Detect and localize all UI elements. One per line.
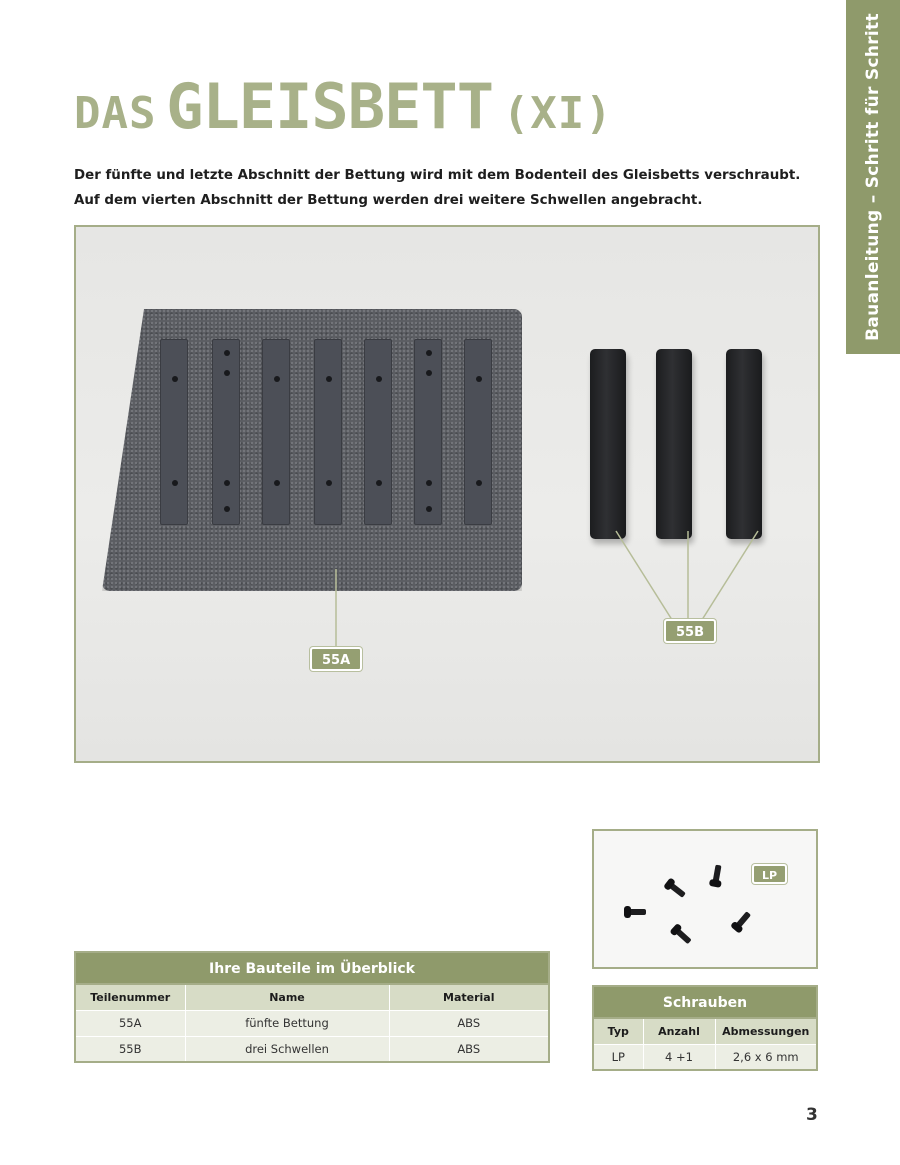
parts-photo	[74, 225, 820, 763]
screws-photo	[592, 829, 818, 969]
part-number: 55B	[75, 1036, 185, 1062]
section-side-tab	[846, 0, 900, 354]
screws-table	[592, 985, 818, 1071]
title-prefix: DAS	[74, 88, 157, 139]
part-name: fünfte Bettung	[185, 1010, 389, 1036]
parts-overview-table	[74, 951, 550, 1063]
part-material: ABS	[389, 1010, 549, 1036]
part-material: ABS	[389, 1036, 549, 1062]
leader-lines	[76, 227, 820, 763]
screw-image	[735, 911, 751, 929]
table-row	[75, 1010, 549, 1036]
title-suffix: (XI)	[502, 88, 613, 139]
page-title	[74, 72, 613, 142]
label-lp: LP	[752, 864, 787, 884]
screws-table-title: Schrauben	[592, 985, 818, 1017]
table-row	[75, 1036, 549, 1062]
intro-text: Der fünfte und letzte Abschnitt der Bettung wird mit dem Bodenteil des Gleisbetts verschraubt. Auf dem vierten Abschnitt der Bettung werden drei weitere Schwellen angebracht.	[74, 168, 801, 208]
screws-header-count: Anzahl	[643, 1018, 715, 1044]
parts-header-material: Material	[389, 984, 549, 1010]
page-number: 3	[806, 1105, 818, 1125]
label-55b: 55B	[664, 619, 716, 643]
screw-image	[674, 928, 691, 945]
screws-header-dimensions: Abmessungen	[715, 1018, 817, 1044]
parts-table-title: Ihre Bauteile im Überblick	[74, 951, 550, 983]
screw-image	[712, 865, 721, 884]
side-tab-label: Bauanleitung – Schritt für Schritt	[863, 13, 884, 341]
parts-header-name: Name	[185, 984, 389, 1010]
parts-header-number: Teilenummer	[75, 984, 185, 1010]
screw-image	[628, 909, 646, 915]
screw-count: 4 +1	[643, 1044, 715, 1070]
screw-dimensions: 2,6 x 6 mm	[715, 1044, 817, 1070]
part-number: 55A	[75, 1010, 185, 1036]
title-main: GLEISBETT	[166, 70, 494, 143]
part-name: drei Schwellen	[185, 1036, 389, 1062]
table-row	[593, 1044, 817, 1070]
label-55a: 55A	[310, 647, 362, 671]
screw-image	[668, 882, 686, 898]
screw-type: LP	[593, 1044, 643, 1070]
screws-header-type: Typ	[593, 1018, 643, 1044]
